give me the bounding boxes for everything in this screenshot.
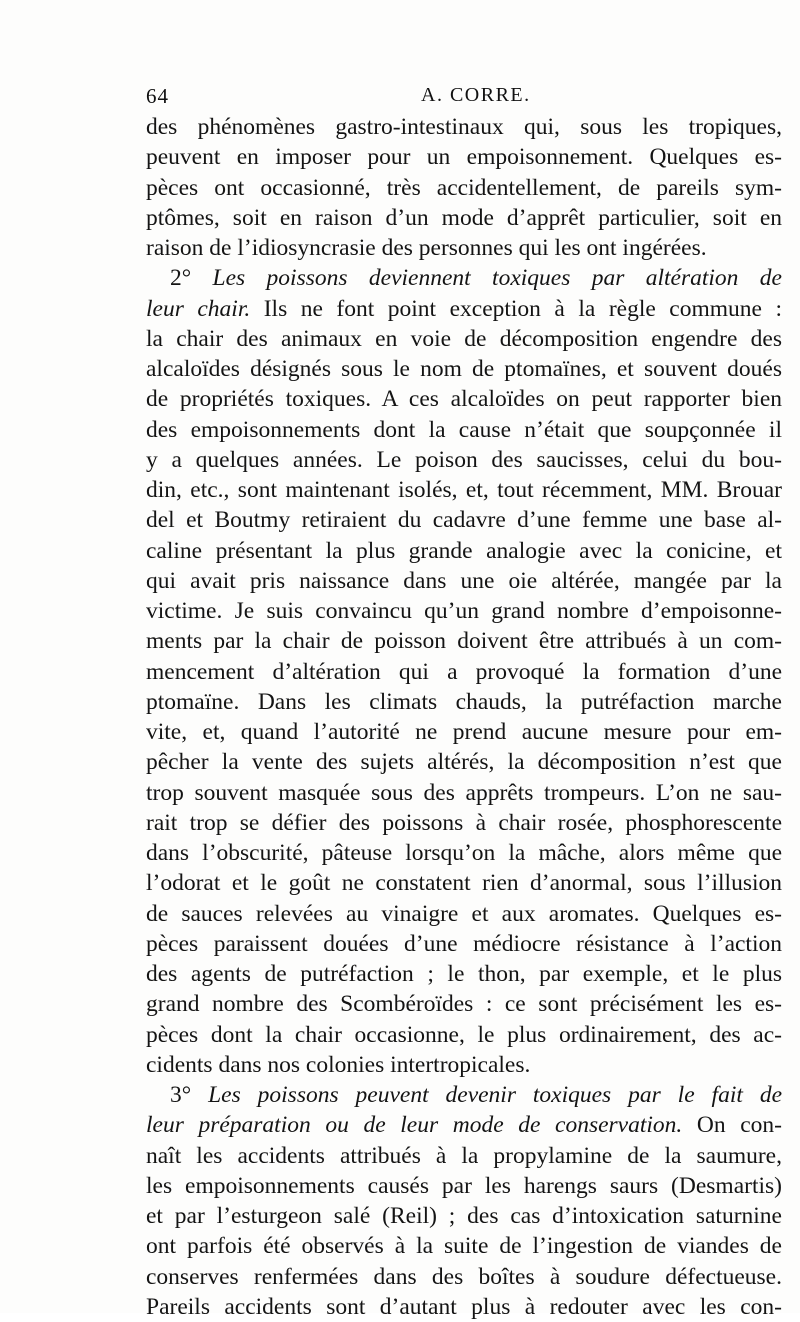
line-text: de sauces relevées au vinaigre et aux aromates. Quelques es- bbox=[146, 900, 782, 927]
text-line bbox=[146, 899, 782, 929]
text-line bbox=[146, 536, 782, 566]
line-text: de propriétés toxiques. A ces alcaloïdes on peut rapporter bien bbox=[146, 386, 782, 413]
text-line bbox=[146, 717, 782, 747]
running-head: A. CORRE. bbox=[421, 84, 531, 106]
line-text: des phénomènes gastro-intestinaux qui, sous les tropiques, bbox=[146, 114, 782, 140]
line-text: des empoisonnements dont la cause n’était que soupçonnée il bbox=[146, 416, 782, 443]
line-text: naît les accidents attribués à la propylamine de la saumure, bbox=[146, 1142, 782, 1169]
line-text: caline présentant la plus grande analogie avec la conicine, et bbox=[146, 537, 782, 564]
line-text: raison de l’idiosyncrasie des personnes qui les ont ingérées. bbox=[146, 235, 707, 261]
line-text: cidents dans nos colonies intertropicales. bbox=[146, 1051, 531, 1078]
line-text: alcaloïdes désignés sous le nom de ptomaïnes, et souvent doués bbox=[146, 356, 782, 382]
text-line bbox=[146, 1050, 782, 1080]
text-line bbox=[146, 294, 782, 324]
line-text: Pareils accidents sont d’autant plus à redouter avec les con- bbox=[146, 1293, 782, 1320]
line-text: del et Boutmy retiraient du cadavre d’une femme une base al- bbox=[146, 507, 782, 534]
text-line bbox=[146, 1141, 782, 1171]
text-line bbox=[146, 1262, 782, 1292]
page-header bbox=[146, 84, 782, 110]
text-line bbox=[146, 929, 782, 959]
text-line bbox=[146, 112, 782, 142]
text-line bbox=[146, 263, 782, 293]
italic-heading-text: Les poissons peuvent devenir toxiques par le fait de bbox=[208, 1082, 782, 1108]
line-text: pêcher la vente des sujets altérés, la décomposition n’est que bbox=[146, 749, 782, 776]
text-line bbox=[146, 1171, 782, 1201]
line-text: y a quelques années. Le poison des saucisses, celui du bou- bbox=[146, 446, 782, 473]
line-text: l’odorat et le goût ne constatent rien d’anormal, sous l’illusion bbox=[146, 870, 782, 897]
line-text: et par l’esturgeon salé (Reil) ; des cas d’intoxication saturnine bbox=[146, 1203, 782, 1229]
text-line bbox=[146, 233, 782, 263]
line-text: qui avait pris naissance dans une oie altérée, mangée par la bbox=[146, 567, 782, 594]
text-line bbox=[146, 778, 782, 808]
line-text: rait trop se défier des poissons à chair rosée, phosphorescente bbox=[146, 809, 782, 836]
line-text: victime. Je suis convaincu qu’un grand nombre d’empoisonne- bbox=[146, 598, 782, 624]
line-text: vite, et, quand l’autorité ne prend aucune mesure pour em- bbox=[146, 719, 782, 745]
text-line bbox=[146, 989, 782, 1019]
text-line bbox=[146, 415, 782, 445]
line-text: les empoisonnements causés par les harengs saurs (Desmartis) bbox=[146, 1172, 782, 1199]
line-text: peuvent en imposer pour un empoisonnement. Quelques es- bbox=[146, 144, 782, 171]
text-line bbox=[146, 1020, 782, 1050]
text-line bbox=[146, 475, 782, 505]
text-line bbox=[146, 626, 782, 656]
text-line bbox=[146, 354, 782, 384]
line-text: conserves renfermées dans des boîtes à soudure défectueuse. bbox=[146, 1263, 782, 1290]
text-line bbox=[146, 838, 782, 868]
line-text: On con- bbox=[682, 1112, 782, 1139]
line-text: din, etc., sont maintenant isolés, et, tout récemment, MM. Brouar bbox=[146, 477, 782, 503]
text-line bbox=[146, 808, 782, 838]
text-line bbox=[146, 657, 782, 687]
text-line bbox=[146, 1292, 782, 1322]
text-line bbox=[146, 747, 782, 777]
italic-heading-text: leur chair. bbox=[146, 295, 251, 322]
line-text: des agents de putréfaction ; le thon, par exemple, et le plus bbox=[146, 961, 782, 987]
line-text: ments par la chair de poisson doivent être attribués à un com- bbox=[146, 628, 782, 655]
line-text: ont parfois été observés à la suite de l’ingestion de viandes de bbox=[146, 1233, 782, 1260]
text-line bbox=[146, 1110, 782, 1140]
text-line bbox=[146, 959, 782, 989]
text-line bbox=[146, 596, 782, 626]
body-text bbox=[146, 112, 782, 1322]
text-line bbox=[146, 687, 782, 717]
text-line bbox=[146, 445, 782, 475]
line-text: trop souvent masquée sous des apprêts trompeurs. L’on ne sau- bbox=[146, 779, 782, 806]
line-text: ptomaïne. Dans les climats chauds, la putréfaction marche bbox=[146, 688, 782, 715]
text-line bbox=[146, 173, 782, 203]
line-text: pèces dont la chair occasionne, le plus ordinairement, des ac- bbox=[146, 1021, 782, 1048]
line-text: mencement d’altération qui a provoqué la formation d’une bbox=[146, 658, 782, 685]
page-number: 64 bbox=[146, 84, 169, 108]
text-line bbox=[146, 203, 782, 233]
line-text: pèces paraissent douées d’une médiocre résistance à l’action bbox=[146, 930, 782, 957]
text-line bbox=[146, 1231, 782, 1261]
text-line bbox=[146, 384, 782, 414]
italic-heading-text: leur préparation ou de leur mode de conservation. bbox=[146, 1112, 683, 1139]
line-text: la chair des animaux en voie de décomposition engendre des bbox=[146, 325, 782, 352]
line-text: Ils ne font point exception à la règle commune : bbox=[250, 295, 782, 322]
italic-heading-text: Les poissons deviennent toxiques par altération de bbox=[212, 265, 782, 292]
text-line bbox=[146, 324, 782, 354]
section-number: 2° bbox=[170, 265, 213, 292]
text-line bbox=[146, 142, 782, 172]
line-text: pèces ont occasionné, très accidentellement, de pareils sym- bbox=[146, 174, 782, 201]
line-text: grand nombre des Scombéroïdes : ce sont précisément les es- bbox=[146, 991, 782, 1018]
text-line bbox=[146, 868, 782, 898]
line-text: ptômes, soit en raison d’un mode d’apprêt particulier, soit en bbox=[146, 204, 782, 231]
line-text: dans l’obscurité, pâteuse lorsqu’on la mâche, alors même que bbox=[146, 840, 782, 866]
text-line bbox=[146, 566, 782, 596]
section-number: 3° bbox=[170, 1082, 209, 1108]
text-line bbox=[146, 1201, 782, 1231]
text-line bbox=[146, 505, 782, 535]
text-line bbox=[146, 1080, 782, 1110]
